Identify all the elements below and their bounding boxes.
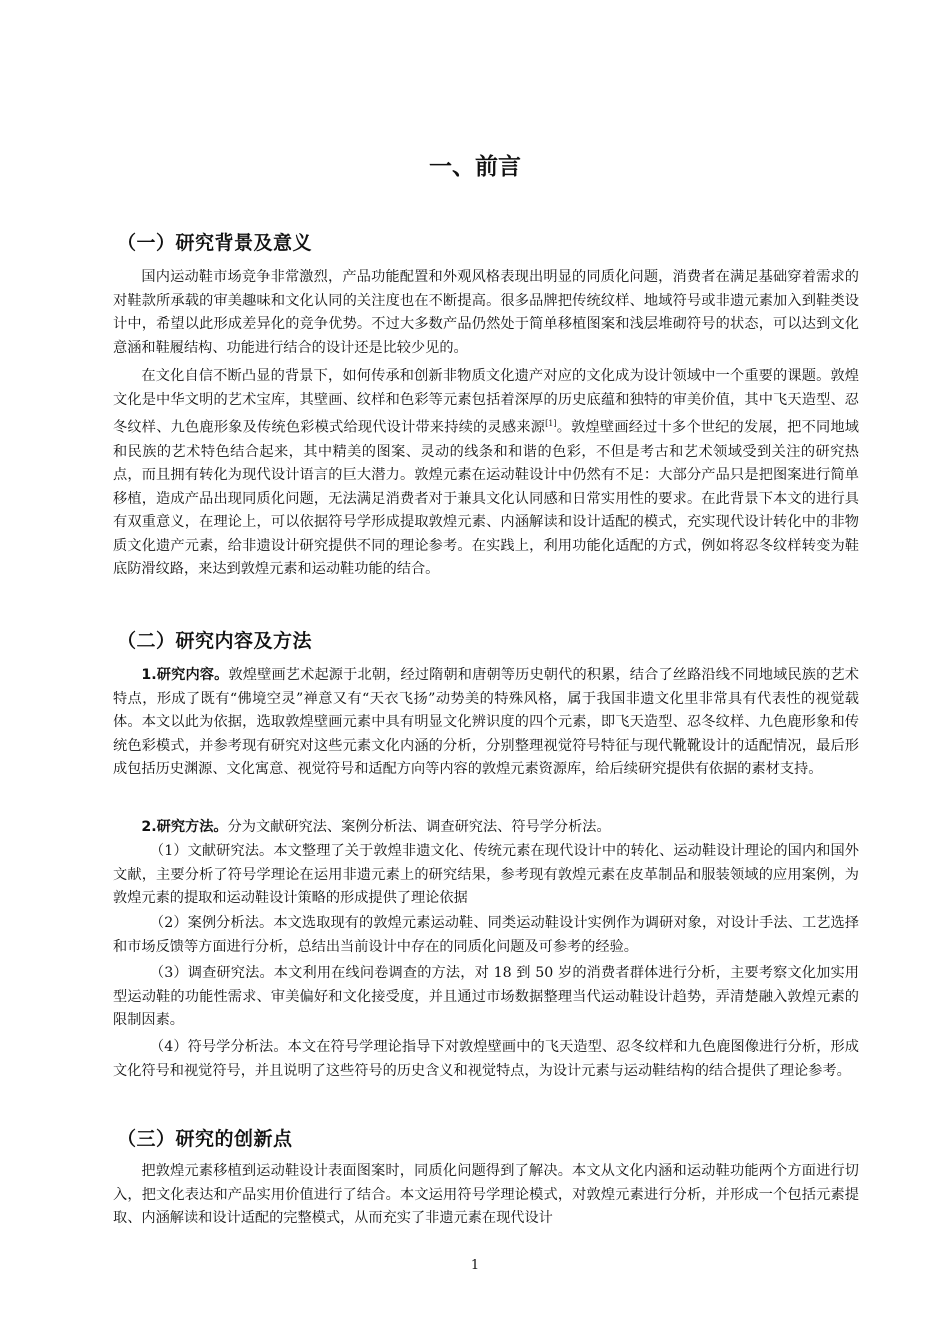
paragraph-innovation: 把敦煌元素移植到运动鞋设计表面图案时，同质化问题得到了解决。本文从文化内涵和运动鞋功能两个方面进行切入，把文化表达和产品实用价值进行了结合。本文运用符号学理论模式，对敦煌元素进行分析，并形成一个包括元素提取、内涵解读和设计适配的完整模式，从而充实了非遗元素在现代设计 (113, 1163, 859, 1227)
citation-ref[interactable]: [1] (545, 419, 557, 429)
paragraph-body: 敦煌壁画艺术起源于北朝，经过隋朝和唐朝等历史朝代的积累，结合了丝路沿线不同地域民族的艺术特点，形成了既有“佛境空灵”禅意又有“天衣飞扬”动势美的特殊风格，属于我国非遗文化里非常具有代表性的视觉载体。本文以此为依据，选取敦煌壁画元素中具有明显文化辨识度的四个元素，即飞天造型、忍冬纹样、九色鹿形象和传统色彩模式，并参考现有研究对这些元素文化内涵的分析，分别整理视觉符号特征与现代靴靴设计的适配情况，最后形成包括历史渊源、文化寓意、视觉符号和适配方向等内容的敦煌元素资源库，给后续研究提供有依据的素材支持。 (113, 667, 859, 778)
paragraph-research-content (113, 664, 859, 782)
paragraph-background-2 (113, 365, 859, 582)
section-heading-innovation: （三）研究的创新点 (117, 1128, 293, 1150)
paragraph-method-semiotics: （4）符号学分析法。本文在符号学理论指导下对敦煌壁画中的飞天造型、忍冬纹样和九色鹿图像进行分析，形成文化符号和视觉符号，并且说明了这些符号的历史含义和视觉特点，为设计元素与运动鞋结构的结合提供了理论参考。 (113, 1039, 859, 1079)
paragraph-method-survey: （3）调查研究法。本文利用在线问卷调查的方法，对 18 到 50 岁的消费者群体进行分析，主要考察文化加实用型运动鞋的功能性需求、审美偏好和文化接受度，并且通过市场数据整理当代运动鞋设计趋势，弄清楚融入敦煌元素的限制因素。 (113, 965, 859, 1029)
paragraph-text-a: 在文化自信不断凸显的背景下，如何传承和创新非物质文化遗产对应的文化成为设计领域中一个重要的课题。敦煌文化是中华文明的艺术宝库，其壁画、纹样和色彩等元素包括着深厚的历史底蕴和独特的审美价值，其中飞天造型、忍冬纹样、九色鹿形象及传统色彩模式给现代设计带来持续的灵感来源 (113, 368, 859, 436)
section-heading-content-methods: （二）研究内容及方法 (117, 630, 313, 652)
section-heading-background: （一）研究背景及意义 (117, 232, 313, 254)
chapter-title: 一、前言 (429, 154, 521, 180)
paragraph-method-literature: （1）文献研究法。本文整理了关于敦煌非遗文化、传统元素在现代设计中的转化、运动鞋设计理论的国内和国外文献，主要分析了符号学理论在运用非遗元素上的研究结果，参考现有敦煌元素在皮革制品和服装领域的应用案例，为敦煌元素的提取和运动鞋设计策略的形成提供了理论依据 (113, 843, 859, 907)
paragraph-background-1: 国内运动鞋市场竞争非常激烈，产品功能配置和外观风格表现出明显的同质化问题，消费者在满足基础穿着需求的对鞋款所承载的审美趣味和文化认同的关注度也在不断提高。很多品牌把传统纹样、地域符号或非遗元素加入到鞋类设计中，希望以此形成差异化的竞争优势。不过大多数产品仍然处于简单移植图案和浅层堆砌符号的状态，可以达到文化意涵和鞋履结构、功能进行结合的设计还是比较少见的。 (113, 269, 859, 356)
paragraph-method-case: （2）案例分析法。本文选取现有的敦煌元素运动鞋、同类运动鞋设计实例作为调研对象，对设计手法、工艺选择和市场反馈等方面进行分析，总结出当前设计中存在的同质化问题及可参考的经验。 (113, 915, 859, 955)
paragraph-lead: 1.研究内容。 (141, 667, 229, 683)
paragraph-body: 分为文献研究法、案例分析法、调查研究法、符号学分析法。 (227, 819, 611, 835)
page-number: 1 (470, 1258, 480, 1273)
paragraph-research-methods (113, 816, 859, 840)
paragraph-text-b: 。敦煌壁画经过十多个世纪的发展，把不同地域和民族的艺术特色结合起来，其中精美的图案、灵动的线条和和谐的色彩，不但是考古和艺术领域受到关注的研究热点，而且拥有转化为现代设计语言的巨大潜力。敦煌元素在运动鞋设计中仍然有不足：大部分产品只是把图案进行简单移植，造成产品出现同质化问题，无法满足消费者对于兼具文化认同感和日常实用性的要求。在此背景下本文的进行具有双重意义，在理论上，可以依据符号学形成提取敦煌元素、内涵解读和设计适配的模式，充实现代设计转化中的非物质文化遗产元素，给非遗设计研究提供不同的理论参考。在实践上，利用功能化适配的方式，例如将忍冬纹样转变为鞋底防滑纹路，来达到敦煌元素和运动鞋功能的结合。 (113, 419, 859, 578)
paragraph-lead: 2.研究方法。 (141, 819, 228, 835)
